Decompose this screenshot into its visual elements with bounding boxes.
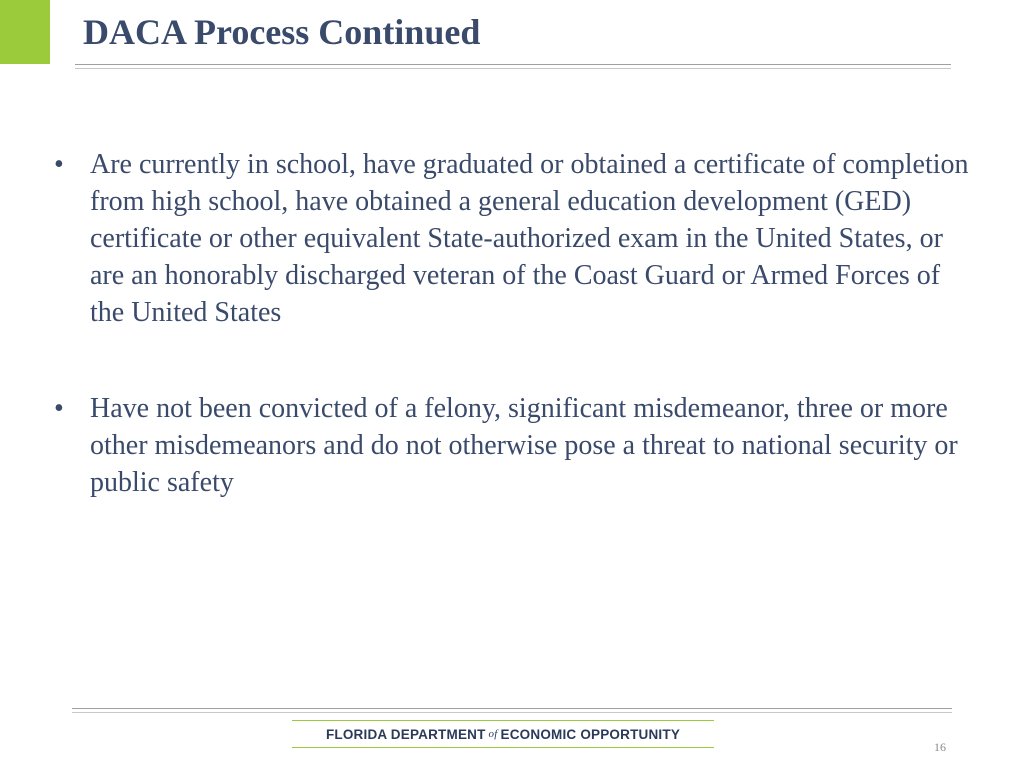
footer-divider (72, 708, 952, 713)
bullet-text-1: Are currently in school, have graduated or obtained a certificate of completion from high school, have obtained a general education development (GED) certificate or other equivalent State-authorized exam in the United States, or are an honorably discharged veteran of the Coast Guard or Armed Forces of the United States (90, 149, 969, 328)
page-number: 16 (934, 740, 946, 754)
logo-text-left: FLORIDA DEPARTMENT (325, 726, 486, 742)
accent-block (0, 0, 50, 64)
logo-text-right: ECONOMIC OPPORTUNITY (500, 726, 681, 742)
bullet-item-2 (50, 390, 970, 501)
bullet-list (50, 146, 970, 501)
bullet-text-2: Have not been convicted of a felony, significant misdemeanor, three or more other misdemeanors and do not otherwise pose a threat to national security or public safety (90, 393, 958, 498)
bullet-icon: • (54, 393, 64, 424)
bullet-icon: • (54, 149, 64, 180)
bullet-item-1 (50, 146, 970, 331)
slide-title: DACA Process Continued (83, 12, 481, 52)
organization-logo (292, 720, 714, 748)
title-divider (75, 64, 951, 69)
logo-text-of: of (488, 728, 498, 740)
